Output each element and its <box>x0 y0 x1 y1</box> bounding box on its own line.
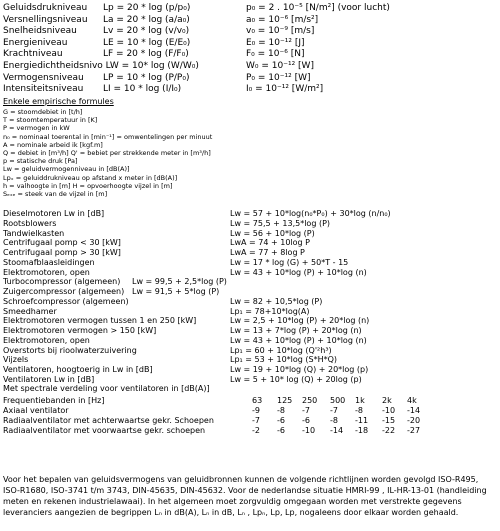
spectral-value: -22 <box>382 426 396 435</box>
spectral-value: -6 <box>277 426 285 435</box>
level-name: Energiedichtheidsnivo LW = 10* log (W/W₀) <box>3 61 199 71</box>
spectral-value: -15 <box>382 416 396 425</box>
source-formula: Lw = 5 + 10* log (Q) + 20log (p) <box>230 374 362 384</box>
empirical-title: Enkele empirische formules <box>3 97 114 106</box>
spectral-row-label: Axiaal ventilator <box>3 406 69 415</box>
band-label: 125 <box>277 396 293 405</box>
spectral-value: -8 <box>355 406 363 415</box>
source-formula: Lw = 99,5 + 2,5*log (P) <box>132 277 227 287</box>
level-reference: I₀ = 10⁻¹² [W/m²] <box>246 84 324 95</box>
spectral-row-label: Radiaalventilator met achterwaartse gekr. Schoepen <box>3 416 214 425</box>
band-label: 250 <box>302 396 318 405</box>
level-formula: Lp = 20 * log (p/p₀) <box>103 3 191 13</box>
band-label: 500 <box>330 396 346 405</box>
legend-line: Sₑₓₑ = steek van de vijzel in [m] <box>3 190 108 198</box>
level-name: Geluidsdrukniveau <box>3 3 88 13</box>
source-formula: Lw = 43 + 10*log (P) + 10*log (n) <box>230 267 367 277</box>
level-reference: E₀ = 10⁻¹² [J] <box>246 37 305 48</box>
band-label: 63 <box>252 396 263 405</box>
level-reference: a₀ = 10⁻⁶ [m/s²] <box>246 14 319 25</box>
source-formula: Lw = 91,5 + 5*log (P) <box>132 287 220 296</box>
source-formula: Lw = 43 + 10*log (P) + 10*log (n) <box>230 335 367 345</box>
band-label: 1k <box>355 396 365 405</box>
level-formula: Lv = 20 * log (v/v₀) <box>103 26 190 37</box>
source-name: Overstorts bij rioolwaterzuivering <box>3 345 137 355</box>
legend-line: h = valhoogte in [m] H = opvoerhoogte vijzel in [m] <box>3 181 173 190</box>
source-name: Turbocompressor (algemeen) <box>3 277 121 287</box>
source-name: Elektromotoren, open <box>3 267 90 277</box>
source-name: Elektromotoren, open <box>3 335 90 345</box>
source-formula: LwA = 77 + 8log P <box>230 248 305 257</box>
spectral-value: -18 <box>355 426 369 435</box>
legend-line: Q = debiet in [m³/h] Q' = bebiet per strekkende meter in [m³/h] <box>3 149 211 157</box>
source-name: Elektromotoren vermogen > 150 [kW] <box>3 326 157 335</box>
level-name: Intensiteitsniveau <box>3 84 84 95</box>
level-name: Vermogensniveau <box>3 72 84 83</box>
spectral-value: -6 <box>277 416 285 425</box>
spectral-value: -8 <box>330 416 338 425</box>
legend-line: p = statische druk [Pa] <box>3 157 78 166</box>
source-name: Rootsblowers <box>3 218 57 228</box>
source-formula: Lw = 82 + 10,5*log (P) <box>230 296 323 306</box>
band-label: 4k <box>407 396 417 405</box>
source-name: Tandwielkasten <box>3 228 65 238</box>
source-formula: Lw = 19 + 10*log (Q) + 20*log (p) <box>230 365 369 374</box>
source-formula: Lw = 57 + 10*log(n₀*P₀) + 30*log (n/n₀) <box>230 209 391 218</box>
spectral-value: -10 <box>382 406 396 415</box>
level-name: Krachtniveau <box>3 49 63 60</box>
spectral-header-label: Frequentiebanden in [Hz] <box>3 396 105 405</box>
spectral-value: -11 <box>355 416 369 425</box>
source-name: Schroefcompressor (algemeen) <box>3 296 129 306</box>
legend-line: Lw = geluidvermogenniveau in [dB(A)] <box>3 165 130 174</box>
source-formula: Lw = 17 * log (G) + 50*T - 15 <box>230 257 349 267</box>
spectral-title: Met spectrale verdeling voor ventilatoren in [dB(A)] <box>3 384 210 393</box>
spectral-value: -20 <box>407 416 421 425</box>
source-name: Centrifugaal pomp > 30 [kW] <box>3 248 121 257</box>
spectral-value: -2 <box>252 426 260 435</box>
legend-line: G = stoomdebiet in [t/h] <box>3 108 83 116</box>
source-name: Elektromotoren vermogen tussen 1 en 250 [kW] <box>3 316 197 326</box>
source-formula: Lw = 75,5 + 13,5*log (P) <box>230 218 331 228</box>
spectral-value: -14 <box>407 406 421 415</box>
legend-line: P = vermogen in kW <box>3 124 70 133</box>
level-reference: v₀ = 10⁻⁹ [m/s] <box>246 26 315 37</box>
source-name: Ventilatoren Lw in [dB] <box>3 374 95 384</box>
level-formula: LE = 10 * log (E/E₀) <box>103 37 191 48</box>
source-name: Centrifugaal pomp < 30 [kW] <box>3 238 121 248</box>
spectral-value: -9 <box>252 406 260 415</box>
level-name: Snelheidsniveau <box>3 26 77 37</box>
legend-line: Lpₓ = geluiddrukniveau op afstand x meter in [dB(A)] <box>3 173 178 182</box>
source-name: Zuigercompressor (algemeen) <box>3 287 125 296</box>
level-formula: LI = 10 * log (I/I₀) <box>103 84 182 95</box>
source-name: Smeedhamer <box>3 306 57 316</box>
source-formula: Lp₁ = 78+10*log(A) <box>230 306 310 316</box>
source-name: Ventilatoren, hoogtoerig in Lw in [dB] <box>3 365 153 374</box>
level-formula: LF = 20 * log (F/F₀) <box>103 49 189 60</box>
band-label: 2k <box>382 396 392 405</box>
source-formula: Lw = 56 + 10*log (P) <box>230 228 315 238</box>
legend-line: A = nominale arbeid ik [kgf.m] <box>3 140 103 149</box>
spectral-value: -14 <box>330 426 344 435</box>
source-formula: Lp₁ = 60 + 10*log (Q'²h³) <box>230 345 332 355</box>
spectral-value: -27 <box>407 426 421 435</box>
level-formula: La = 20 * log (a/a₀) <box>103 14 190 25</box>
spectral-value: -7 <box>252 416 260 425</box>
legend-line: n₀ = nominaal toerental in [min⁻¹] = omwentelingen per minuut <box>3 132 213 141</box>
source-formula: Lw = 2,5 + 10*log (P) + 20*log (n) <box>230 316 370 326</box>
level-reference: p₀ = 2 . 10⁻⁵ [N/m²] (voor lucht) <box>246 3 390 13</box>
level-name: Versnellingsniveau <box>3 14 88 25</box>
spectral-value: -6 <box>302 416 310 425</box>
source-name: Dieselmotoren Lw in [dB] <box>3 209 105 218</box>
level-reference: W₀ = 10⁻¹² [W] <box>246 61 314 71</box>
level-reference: F₀ = 10⁻⁶ [N] <box>246 49 305 60</box>
spectral-value: -7 <box>330 406 338 415</box>
spectral-value: -10 <box>302 426 316 435</box>
footer-paragraph: Voor het bepalen van geluidsvermogens van geluidbronnen kunnen de volgende richtlijnen worden gevolgd ISO-R495, ISO-R1680, ISO-3741 t/m 3743, DIN-45635, DIN-45632. Voor de nederlandse situatie HMRI-99 , IL-HR-13-01 (handleiding meten en rekenen industrielawaai). In het algemeen moet zorgvuldig omgegaan worden met verstrekte gegevens leveranciers aangezien de begrippen Lₙ in dB(A), Lₙ in dB, Lₙ , Lpₙ, Lp, Lp, nogaleens door elkaar worden gehaald. <box>3 475 487 517</box>
source-name: Stoomafblaasleidingen <box>3 257 95 267</box>
spectral-value: -8 <box>277 406 285 415</box>
spectral-row-label: Radiaalventilator met voorwaartse gekr. schoepen <box>3 426 206 435</box>
source-formula: Lw = 13 + 7*log (P) + 20*log (n) <box>230 326 362 335</box>
level-formula: LP = 10 * log (P/P₀) <box>103 72 190 83</box>
level-reference: P₀ = 10⁻¹² [W] <box>246 72 311 83</box>
legend-line: T = stoomtemperatuur in [K] <box>3 116 98 125</box>
source-formula: Lp₁ = 53 + 10*log (S*H*Q) <box>230 355 338 365</box>
source-name: Vijzels <box>3 355 29 365</box>
level-name: Energieniveau <box>3 37 68 48</box>
source-formula: LwA = 74 + 10log P <box>230 238 310 248</box>
spectral-value: -7 <box>302 406 310 415</box>
